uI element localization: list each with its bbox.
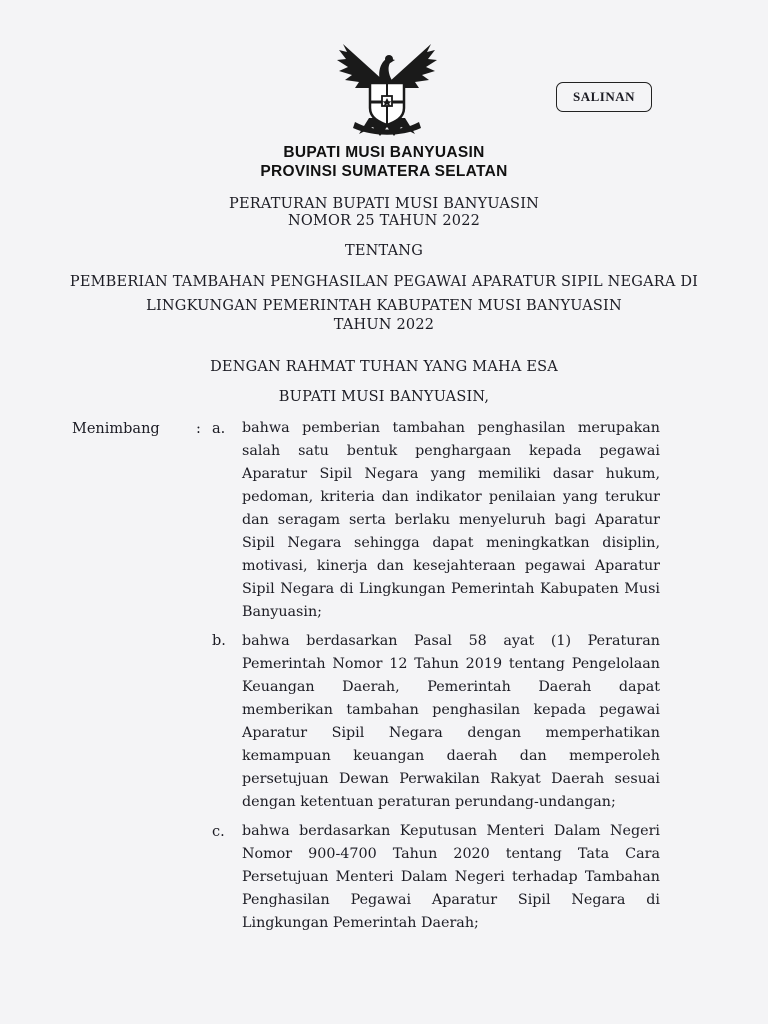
regulation-subject-line: PEMBERIAN TAMBAHAN PENGHASILAN PEGAWAI APARATUR SIPIL NEGARA DI <box>69 274 699 290</box>
clause-line: Sipil Negara sehingga dapat meningkatkan disiplin, <box>242 535 660 551</box>
regulation-subject-line: TAHUN 2022 <box>333 317 435 333</box>
authority: BUPATI MUSI BANYUASIN, <box>278 389 490 405</box>
clause-line: salah satu bentuk penghargaan kepada pegawai <box>242 443 660 459</box>
invocation: DENGAN RAHMAT TUHAN YANG MAHA ESA <box>210 359 558 375</box>
clause-line: Sipil Negara di Lingkungan Pemerintah Kabupaten Musi <box>242 581 660 597</box>
clause-line: memberikan tambahan penghasilan kepada pegawai <box>242 702 660 718</box>
clause-line: dan seragam serta berlaku menyeluruh bagi Aparatur <box>242 512 660 528</box>
regent-title: BUPATI MUSI BANYUASIN <box>283 144 485 161</box>
clause-line: dengan ketentuan peraturan perundang-undangan; <box>242 794 616 810</box>
clause-line: Lingkungan Pemerintah Daerah; <box>242 915 479 931</box>
regulation-number: NOMOR 25 TAHUN 2022 <box>287 213 481 229</box>
clause-line: bahwa pemberian tambahan penghasilan merupakan <box>242 420 660 436</box>
clause-line: bahwa berdasarkan Pasal 58 ayat (1) Peraturan <box>242 633 660 649</box>
menimbang-colon: : <box>196 421 201 437</box>
clause-line: Aparatur Sipil Negara dengan memperhatikan <box>242 725 660 741</box>
salinan-stamp: SALINAN <box>556 82 652 112</box>
garuda-emblem-icon <box>333 38 441 138</box>
clause-line: Banyuasin; <box>242 604 322 620</box>
regulation-title: PERATURAN BUPATI MUSI BANYUASIN <box>228 196 540 212</box>
clause-line: pedoman, kriteria dan indikator penilaian yang terukur <box>242 489 660 505</box>
menimbang-label: Menimbang <box>72 421 160 437</box>
clause-line: bahwa berdasarkan Keputusan Menteri Dalam Negeri <box>242 823 660 839</box>
clause-line: Keuangan Daerah, Pemerintah Daerah dapat <box>242 679 660 695</box>
clause-line: motivasi, kinerja dan kesejahteraan pegawai Aparatur <box>242 558 660 574</box>
clause-line: kemampuan keuangan daerah dan memperoleh <box>242 748 660 764</box>
item-letter: c. <box>212 824 225 840</box>
province-title: PROVINSI SUMATERA SELATAN <box>260 163 508 180</box>
clause-line: Aparatur Sipil Negara yang memiliki dasar hukum, <box>242 466 660 482</box>
clause-line: Persetujuan Menteri Dalam Negeri terhadap Tambahan <box>242 869 660 885</box>
regulation-about: TENTANG <box>345 243 423 259</box>
item-letter: a. <box>212 421 226 437</box>
item-letter: b. <box>212 633 226 649</box>
clause-line: Pemerintah Nomor 12 Tahun 2019 tentang Pengelolaan <box>242 656 660 672</box>
regulation-subject-line: LINGKUNGAN PEMERINTAH KABUPATEN MUSI BANYUASIN <box>146 298 622 314</box>
clause-line: Nomor 900-4700 Tahun 2020 tentang Tata Cara <box>242 846 660 862</box>
clause-line: persetujuan Dewan Perwakilan Rakyat Daerah sesuai <box>242 771 660 787</box>
clause-line: Penghasilan Pegawai Aparatur Sipil Negara di <box>242 892 660 908</box>
